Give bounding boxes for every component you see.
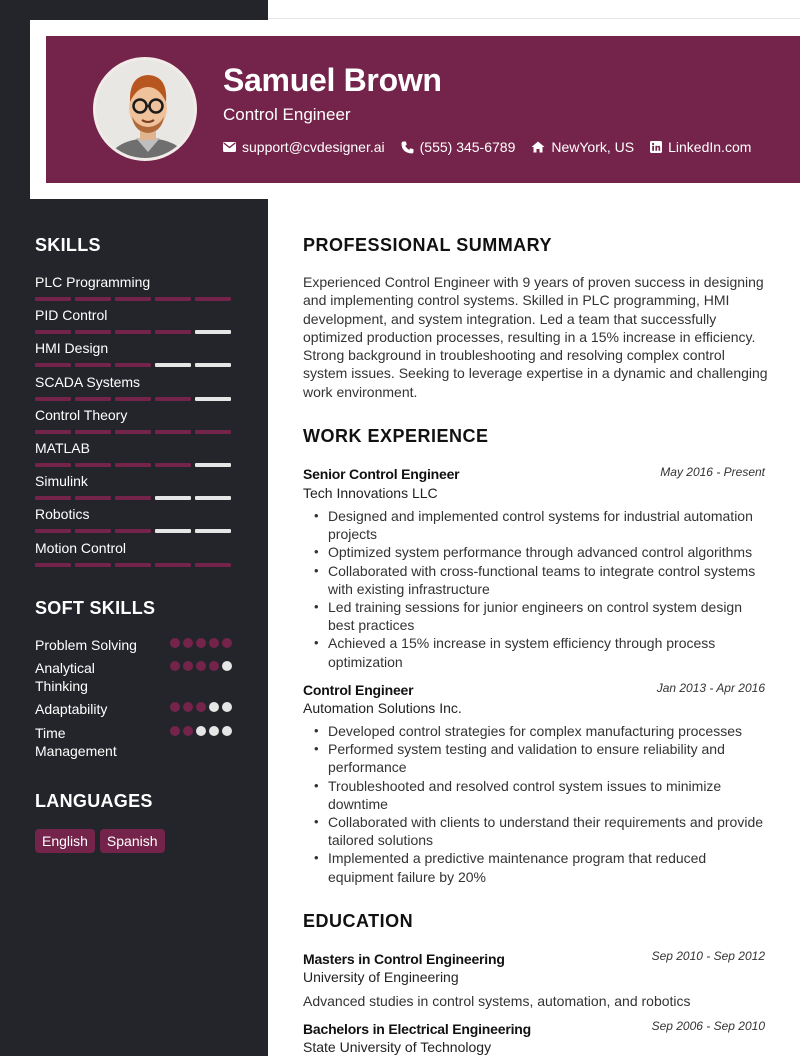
rating-dot	[209, 702, 219, 712]
skill-level-segment	[35, 397, 71, 401]
skill-level-segment	[115, 463, 151, 467]
job-bullets	[310, 507, 768, 671]
skill-level-segment	[115, 297, 151, 301]
skill-name: Motion Control	[35, 539, 127, 556]
degree-description: Advanced studies in control systems, automation, and robotics	[303, 993, 691, 1009]
school-name: State University of Technology	[303, 1039, 492, 1055]
skill-level-segment	[75, 397, 111, 401]
list-item: • Designed and implemented control systems for industrial automation projects	[310, 507, 768, 543]
job-company: Tech Innovations LLC	[303, 485, 438, 501]
skill-level-segment	[75, 430, 111, 434]
skill-name: Simulink	[35, 473, 88, 490]
skill-level-segment	[75, 330, 111, 334]
languages-heading: LANGUAGES	[35, 791, 153, 811]
skill-level-segment	[75, 463, 111, 467]
summary-heading: PROFESSIONAL SUMMARY	[303, 235, 553, 255]
rating-dot	[209, 726, 219, 736]
skill-item	[35, 473, 232, 500]
skill-level-segment	[35, 496, 71, 500]
soft-skill-rating	[170, 638, 232, 648]
skill-level-bar	[35, 363, 232, 367]
job-date: May 2016 - Present	[660, 465, 765, 479]
contact-email[interactable]	[223, 139, 385, 155]
skill-name: PLC Programming	[35, 274, 151, 290]
skill-level-segment	[75, 297, 111, 301]
rating-dot	[170, 726, 180, 736]
skill-level-bar	[35, 330, 232, 334]
rating-dot	[196, 638, 206, 648]
skill-level-segment	[35, 430, 71, 434]
rating-dot	[222, 702, 232, 712]
rating-dot	[170, 638, 180, 648]
skill-item	[35, 374, 232, 401]
rating-dot	[196, 702, 206, 712]
skill-level-segment	[35, 297, 71, 301]
list-item: • Developed control strategies for complex manufacturing processes	[310, 722, 768, 740]
skill-item	[35, 340, 232, 367]
skill-level-bar	[35, 463, 232, 467]
degree-title: Masters in Control Engineering	[303, 951, 505, 967]
skill-level-segment	[75, 363, 111, 367]
list-item: • Collaborated with clients to understand their requirements and provide tailored solutions	[310, 813, 768, 849]
rating-dot	[222, 638, 232, 648]
skill-level-segment	[115, 397, 151, 401]
skill-level-segment	[155, 430, 191, 434]
skill-name: Robotics	[35, 506, 90, 523]
job-title: Control Engineer	[303, 682, 414, 698]
rating-dot	[170, 702, 180, 712]
candidate-title: Control Engineer	[223, 105, 351, 124]
skill-level-segment	[195, 463, 231, 467]
job-company: Automation Solutions Inc.	[303, 700, 462, 716]
skill-level-segment	[75, 563, 111, 567]
soft-skill-item	[35, 724, 232, 760]
avatar-illustration	[96, 60, 197, 161]
skill-level-segment	[155, 496, 191, 500]
skill-level-segment	[35, 563, 71, 567]
skill-level-segment	[115, 430, 151, 434]
skill-item	[35, 307, 232, 334]
job-bullets	[310, 722, 768, 886]
candidate-name: Samuel Brown	[223, 62, 442, 98]
linkedin-icon	[650, 141, 662, 153]
phone-icon	[401, 141, 414, 154]
skill-level-segment	[155, 463, 191, 467]
soft-skill-name: Analytical Thinking	[35, 660, 95, 694]
skill-item	[35, 274, 232, 301]
avatar	[93, 57, 197, 161]
skill-name: Control Theory	[35, 406, 128, 423]
skill-item	[35, 407, 232, 434]
soft-skill-item	[35, 700, 232, 718]
soft-skill-name: Time Management	[35, 725, 117, 759]
skill-level-segment	[155, 363, 191, 367]
skill-name: SCADA Systems	[35, 373, 141, 390]
skill-level-segment	[75, 529, 111, 533]
skill-level-segment	[195, 330, 231, 334]
linkedin-text: LinkedIn.com	[668, 139, 752, 155]
job-date: Jan 2013 - Apr 2016	[656, 681, 765, 695]
skill-level-segment	[195, 563, 231, 567]
skill-item	[35, 440, 232, 467]
list-item: • Troubleshooted and resolved control system issues to minimize downtime	[310, 777, 768, 813]
rating-dot	[196, 661, 206, 671]
skill-level-segment	[115, 363, 151, 367]
soft-skill-item	[35, 659, 232, 695]
contact-phone[interactable]	[401, 139, 516, 155]
rating-dot	[209, 661, 219, 671]
skill-item	[35, 540, 232, 567]
skill-item	[35, 506, 232, 533]
rating-dot	[183, 702, 193, 712]
skill-name: MATLAB	[35, 440, 90, 456]
soft-skills-heading: SOFT SKILLS	[35, 598, 156, 618]
skill-level-segment	[155, 330, 191, 334]
location-text: NewYork, US	[551, 139, 635, 155]
skill-level-segment	[155, 297, 191, 301]
skill-level-segment	[155, 563, 191, 567]
education-heading: EDUCATION	[303, 911, 414, 931]
contact-location	[531, 139, 634, 155]
skill-level-segment	[75, 496, 111, 500]
skill-level-bar	[35, 397, 232, 401]
skill-level-segment	[35, 330, 71, 334]
contact-row	[223, 139, 751, 155]
contact-linkedin[interactable]	[650, 139, 751, 155]
language-badge: Spanish	[100, 829, 165, 853]
email-text: support@cvdesigner.ai	[242, 139, 385, 155]
summary-text: Experienced Control Engineer with 9 years of proven success in designing and implementing control systems. Skilled in PLC programming, HMI development, and system integration. Led a team that successfully optimized production processes, resulting in a 15% increase in efficiency. Strong background in troubleshooting and resolving complex control system issues. Seeking to leverage expertise in a dynamic and challenging work environment.	[303, 274, 768, 400]
skill-level-segment	[115, 563, 151, 567]
skill-level-segment	[195, 430, 231, 434]
soft-skill-name: Problem Solving	[35, 637, 137, 653]
skill-level-bar	[35, 430, 232, 434]
rating-dot	[222, 661, 232, 671]
skill-level-segment	[35, 463, 71, 467]
skill-level-segment	[195, 496, 231, 500]
list-item: • Implemented a predictive maintenance program that reduced equipment failure by 20%	[310, 849, 768, 885]
skill-level-segment	[195, 529, 231, 533]
rating-dot	[183, 726, 193, 736]
degree-date: Sep 2010 - Sep 2012	[651, 949, 765, 963]
skill-level-segment	[115, 330, 151, 334]
school-name: University of Engineering	[303, 969, 459, 985]
envelope-icon	[223, 142, 236, 152]
soft-skill-rating	[170, 702, 232, 712]
skill-level-segment	[155, 529, 191, 533]
experience-heading: WORK EXPERIENCE	[303, 426, 489, 446]
soft-skill-rating	[170, 661, 232, 671]
skill-level-segment	[195, 397, 231, 401]
languages-list	[35, 829, 165, 853]
home-icon	[531, 141, 545, 153]
skill-level-segment	[195, 297, 231, 301]
soft-skill-rating	[170, 726, 232, 736]
job-title: Senior Control Engineer	[303, 466, 460, 482]
list-item: • Led training sessions for junior engineers on control system design best practices	[310, 598, 768, 634]
skills-heading: SKILLS	[35, 235, 101, 255]
soft-skill-item	[35, 636, 232, 654]
skill-level-segment	[35, 529, 71, 533]
list-item: • Optimized system performance through advanced control algorithms	[310, 543, 768, 561]
skill-level-bar	[35, 563, 232, 567]
top-divider	[268, 18, 800, 19]
skill-name: HMI Design	[35, 340, 109, 357]
degree-title: Bachelors in Electrical Engineering	[303, 1021, 531, 1037]
soft-skill-name: Adaptability	[35, 701, 108, 717]
skill-level-bar	[35, 297, 232, 301]
phone-text: (555) 345-6789	[419, 139, 516, 155]
list-item: • Performed system testing and validation to ensure reliability and performance	[310, 740, 768, 776]
rating-dot	[183, 638, 193, 648]
degree-date: Sep 2006 - Sep 2010	[651, 1019, 765, 1033]
skill-level-segment	[155, 397, 191, 401]
language-badge: English	[35, 829, 95, 853]
skill-level-segment	[115, 529, 151, 533]
skill-level-segment	[195, 363, 231, 367]
skill-level-segment	[115, 496, 151, 500]
list-item: • Achieved a 15% increase in system efficiency through process optimization	[310, 634, 768, 670]
header-banner	[46, 36, 800, 183]
skill-level-bar	[35, 496, 232, 500]
skill-level-bar	[35, 529, 232, 533]
skill-name: PID Control	[35, 307, 108, 324]
skill-level-segment	[35, 363, 71, 367]
rating-dot	[170, 661, 180, 671]
rating-dot	[209, 638, 219, 648]
rating-dot	[196, 726, 206, 736]
list-item: • Collaborated with cross-functional teams to integrate control systems with existing infrastructure	[310, 562, 768, 598]
rating-dot	[183, 661, 193, 671]
rating-dot	[222, 726, 232, 736]
